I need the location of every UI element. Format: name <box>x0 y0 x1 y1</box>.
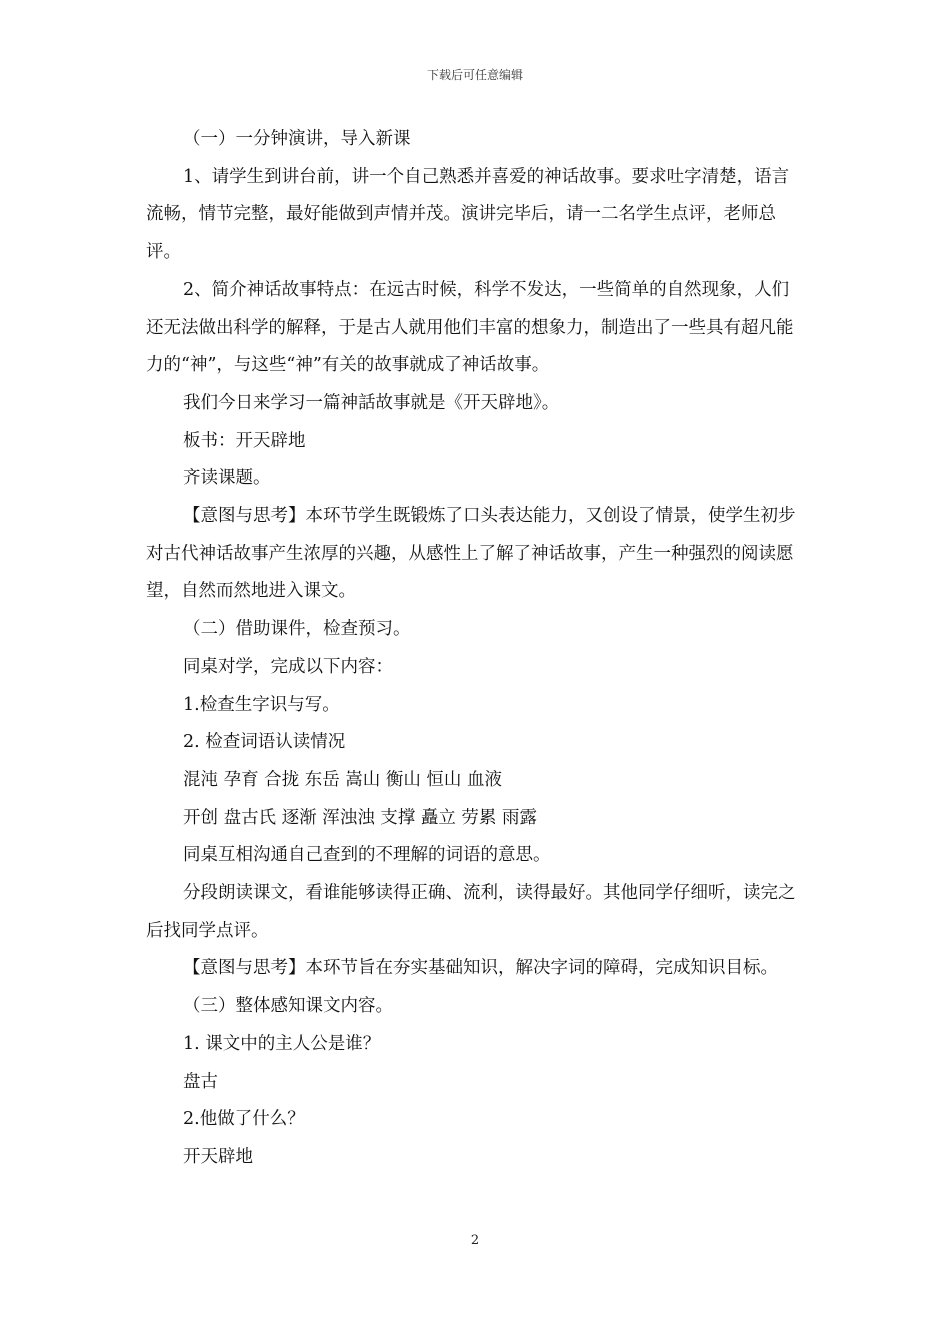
intent-note: 【意图与思考】本环节学生既锻炼了口头表达能力，又创设了情景，使学生初步对古代神话故事产生浓厚的兴趣，从感性上了解了神话故事，产生一种强烈的阅读愿望，自然而然地进入课文。 <box>146 506 796 602</box>
question: 2.他做了什么？ <box>183 1109 305 1130</box>
document-body <box>146 121 806 1177</box>
question: 1. 课文中的主人公是谁？ <box>183 1033 381 1054</box>
paragraph: 齐读课题。 <box>183 468 271 489</box>
section-heading-3: （三）整体感知课文内容。 <box>183 996 393 1017</box>
paragraph: 同桌对学，完成以下内容： <box>183 656 393 677</box>
paragraph: 分段朗读课文，看谁能够读得正确、流利，读得最好。其他同学仔细听，读完之后找同学点评。 <box>146 883 796 941</box>
answer: 开天辟地 <box>183 1146 253 1167</box>
paragraph: 我们今日来学习一篇神話故事就是《开天辟地》。 <box>183 392 560 413</box>
list-item: 2. 检查词语认读情况 <box>183 732 346 753</box>
page-header: 下载后可任意编辑 <box>426 68 523 82</box>
vocabulary-line: 开创 盘古氏 逐渐 浑浊浊 支撑 矗立 劳累 雨露 <box>183 807 537 828</box>
list-item: 1.检查生字识与写。 <box>183 694 340 715</box>
paragraph: 同桌互相沟通自己查到的不理解的词语的意思。 <box>183 845 551 866</box>
section-heading-1: （一）一分钟演讲，导入新课 <box>183 129 411 149</box>
intent-note: 【意图与思考】本环节旨在夯实基础知识，解决字词的障碍，完成知识目标。 <box>183 958 778 979</box>
paragraph: 2、简介神话故事特点：在远古时候，科学不发达，一些简单的自然现象，人们还无法做出科学的解释，于是古人就用他们丰富的想象力，制造出了一些具有超凡能力的“神”，与这些“神”有关的故事就成了神话故事。 <box>146 279 794 376</box>
paragraph: 板书：开天辟地 <box>183 430 306 451</box>
vocabulary-line: 混沌 孕育 合拢 东岳 嵩山 衡山 恒山 血液 <box>183 769 502 790</box>
paragraph: 1、请学生到讲台前，讲一个自己熟悉并喜爱的神话故事。要求吐字清楚，语言流畅，情节完整，最好能做到声情并茂。演讲完毕后，请一二名学生点评，老师总评。 <box>146 166 790 263</box>
answer: 盘古 <box>183 1071 218 1092</box>
page-number: 2 <box>470 1233 480 1248</box>
section-heading-2: （二）借助课件，检查预习。 <box>183 619 411 640</box>
